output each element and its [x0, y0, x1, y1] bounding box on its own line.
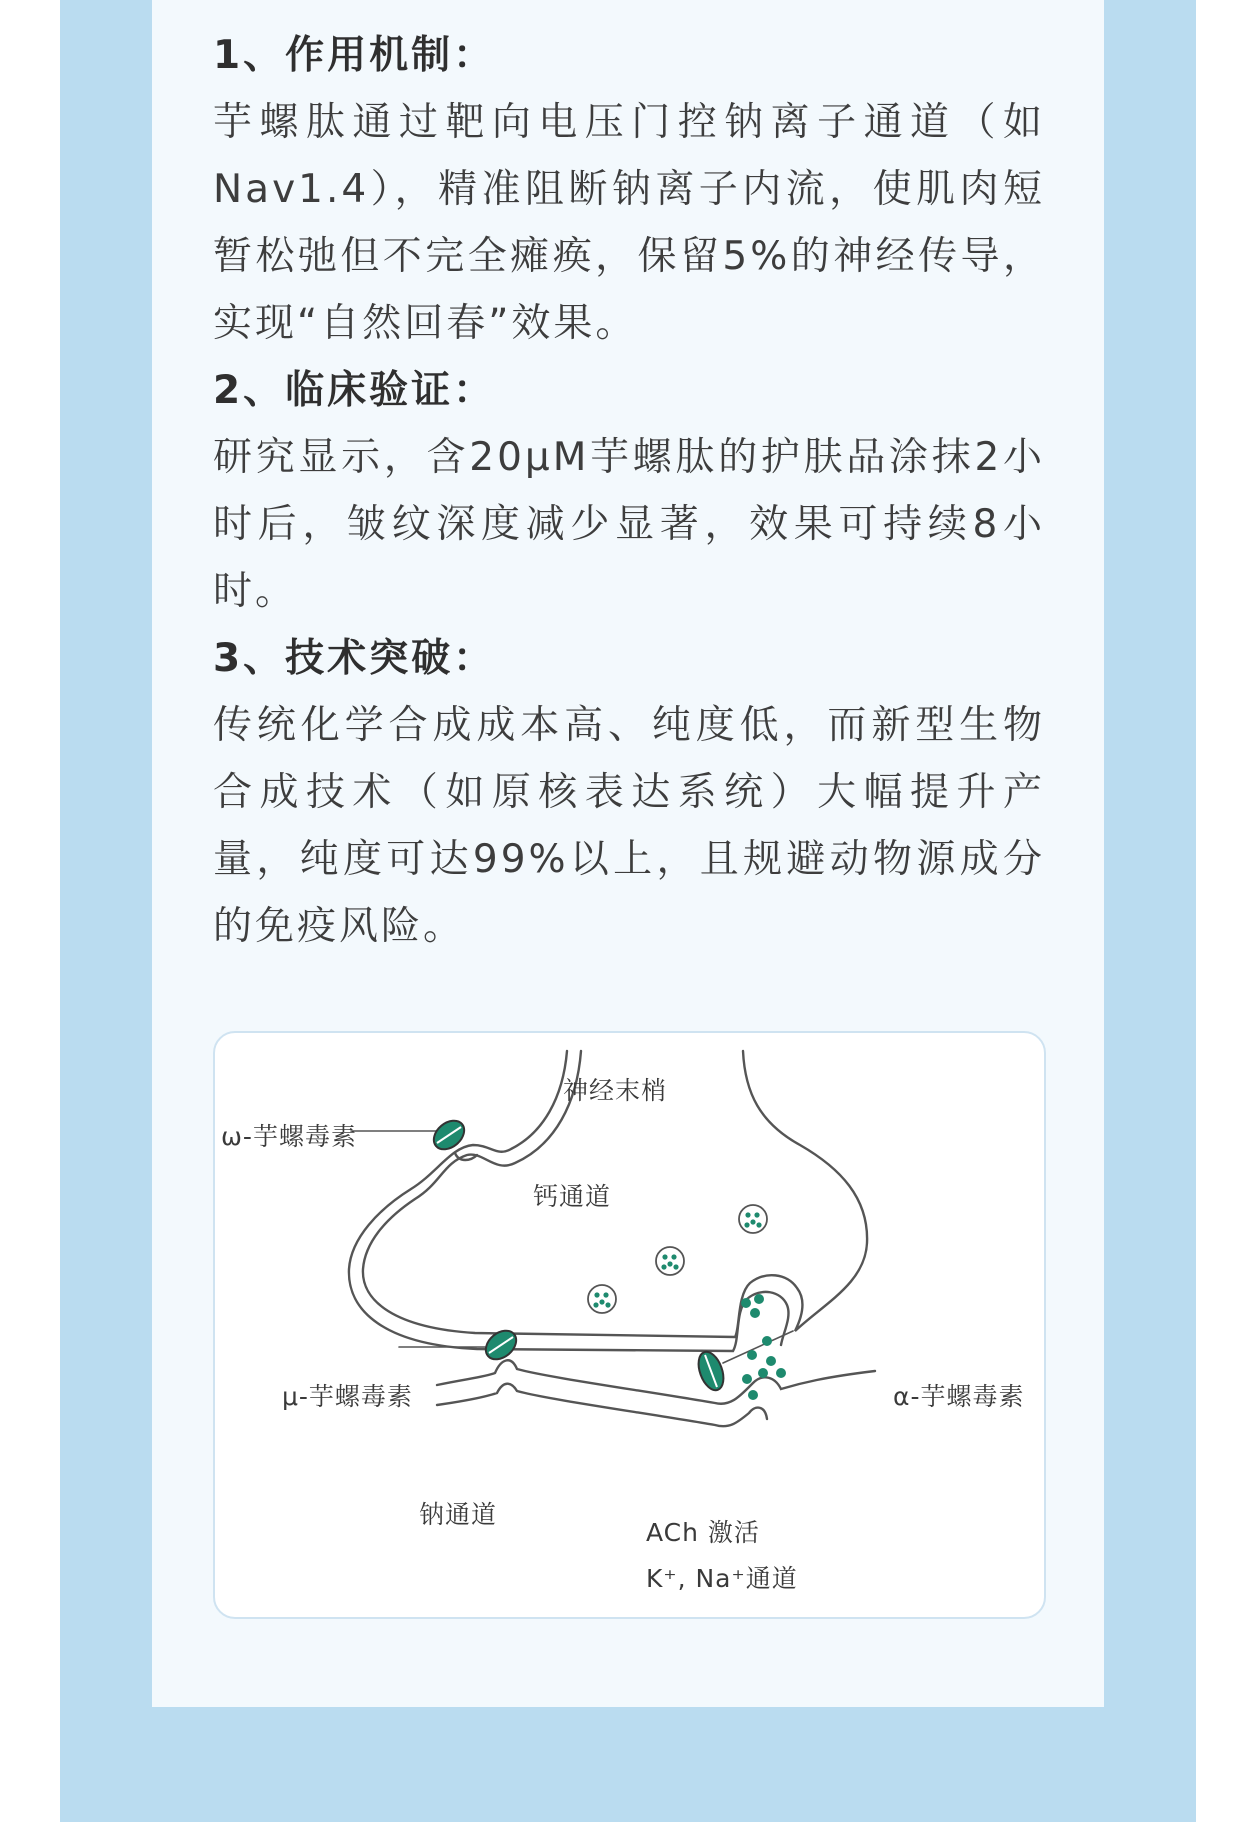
synapse-diagram — [213, 1031, 1046, 1619]
section-title-mechanism: 1、作用机制： — [213, 33, 496, 78]
label-nerve-terminal: 神经末梢 — [563, 1076, 668, 1105]
section-body-mechanism: 芋螺肽通过靶向电压门控钠离子通道（如Nav1.4），精准阻断钠离子内流，使肌肉短暂松弛但不完全瘫痪，保留5%的神经传导，实现“自然回春”效果。 — [213, 100, 1045, 346]
label-sodium-channel: 钠通道 — [419, 1500, 498, 1529]
section-body-clinical: 研究显示，含20μM芋螺肽的护肤品涂抹2小时后，皱纹深度减少显著，效果可持续8小时。 — [213, 435, 1045, 614]
article-body — [213, 22, 1045, 960]
label-k-na-channel: K⁺, Na⁺通道 — [646, 1564, 798, 1593]
label-ach-activation: ACh 激活 — [646, 1518, 760, 1547]
label-alpha-toxin: α-芋螺毒素 — [893, 1382, 1025, 1411]
vesicle — [588, 1285, 616, 1313]
postsynaptic-membrane-top — [437, 1360, 875, 1403]
label-calcium-channel: 钙通道 — [533, 1182, 612, 1211]
section-title-technology: 3、技术突破： — [213, 636, 496, 681]
label-mu-toxin: μ-芋螺毒素 — [282, 1382, 413, 1411]
section-body-technology: 传统化学合成成本高、纯度低，而新型生物合成技术（如原核表达系统）大幅提升产量，纯度可达99%以上，且规避动物源成分的免疫风险。 — [213, 703, 1045, 949]
vesicle — [656, 1247, 684, 1275]
section-title-clinical: 2、临床验证： — [213, 368, 496, 413]
vesicle — [739, 1205, 767, 1233]
label-omega-toxin: ω-芋螺毒素 — [221, 1122, 357, 1151]
